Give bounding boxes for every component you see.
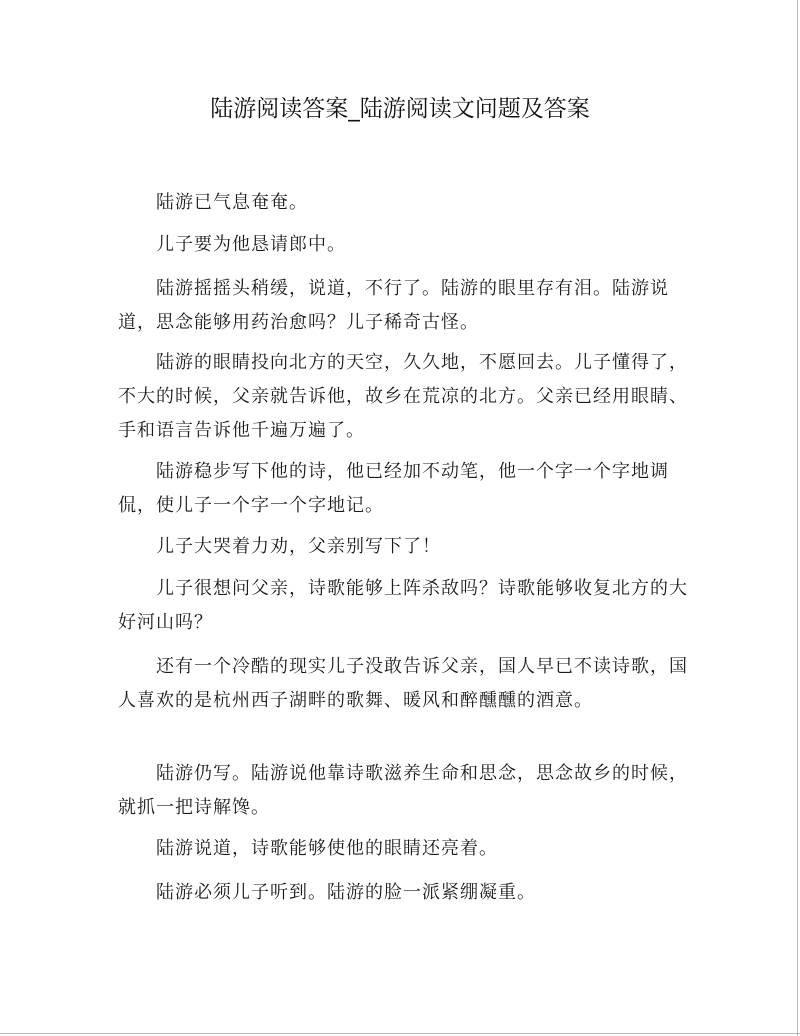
paragraph-1: 陆游已气息奄奄。 — [118, 192, 308, 213]
paragraph-7: 儿子很想问父亲，诗歌能够上阵杀敌吗？诗歌能够收复北方的大好河山吗？ — [118, 578, 688, 633]
page-edge-right — [797, 0, 798, 1036]
paragraph-6: 儿子大哭着力劝，父亲别写下了！ — [118, 536, 441, 557]
document-title: 陆游阅读答案_陆游阅读文问题及答案 — [210, 96, 590, 122]
paragraph-4: 陆游的眼睛投向北方的天空，久久地，不愿回去。儿子懂得了，不大的时候，父亲就告诉他，故乡在荒凉的北方。父亲已经用眼睛、手和语言告诉他千遍万遍了。 — [118, 352, 688, 441]
page-edge-bottom — [0, 1033, 800, 1034]
paragraph-10: 陆游说道，诗歌能够使他的眼睛还亮着。 — [118, 838, 498, 859]
paragraph-5: 陆游稳步写下他的诗，他已经加不动笔，他一个字一个字地调侃，使儿子一个字一个字地记。 — [118, 461, 669, 516]
paragraph-9: 陆游仍写。陆游说他靠诗歌滋养生命和思念，思念故乡的时候，就抓一把诗解馋。 — [118, 763, 688, 818]
paragraph-2: 儿子要为他恳请郎中。 — [118, 234, 346, 255]
paragraph-8: 还有一个冷酷的现实儿子没敢告诉父亲，国人早已不读诗歌，国人喜欢的是杭州西子湖畔的歌舞、暖风和醉醺醺的酒意。 — [118, 656, 688, 711]
paragraph-11: 陆游必须儿子听到。陆游的脸一派紧绷凝重。 — [118, 882, 536, 903]
paragraph-3: 陆游摇摇头稍缓，说道，不行了。陆游的眼里存有泪。陆游说道，思念能够用药治愈吗？儿子稀奇古怪。 — [118, 278, 669, 333]
